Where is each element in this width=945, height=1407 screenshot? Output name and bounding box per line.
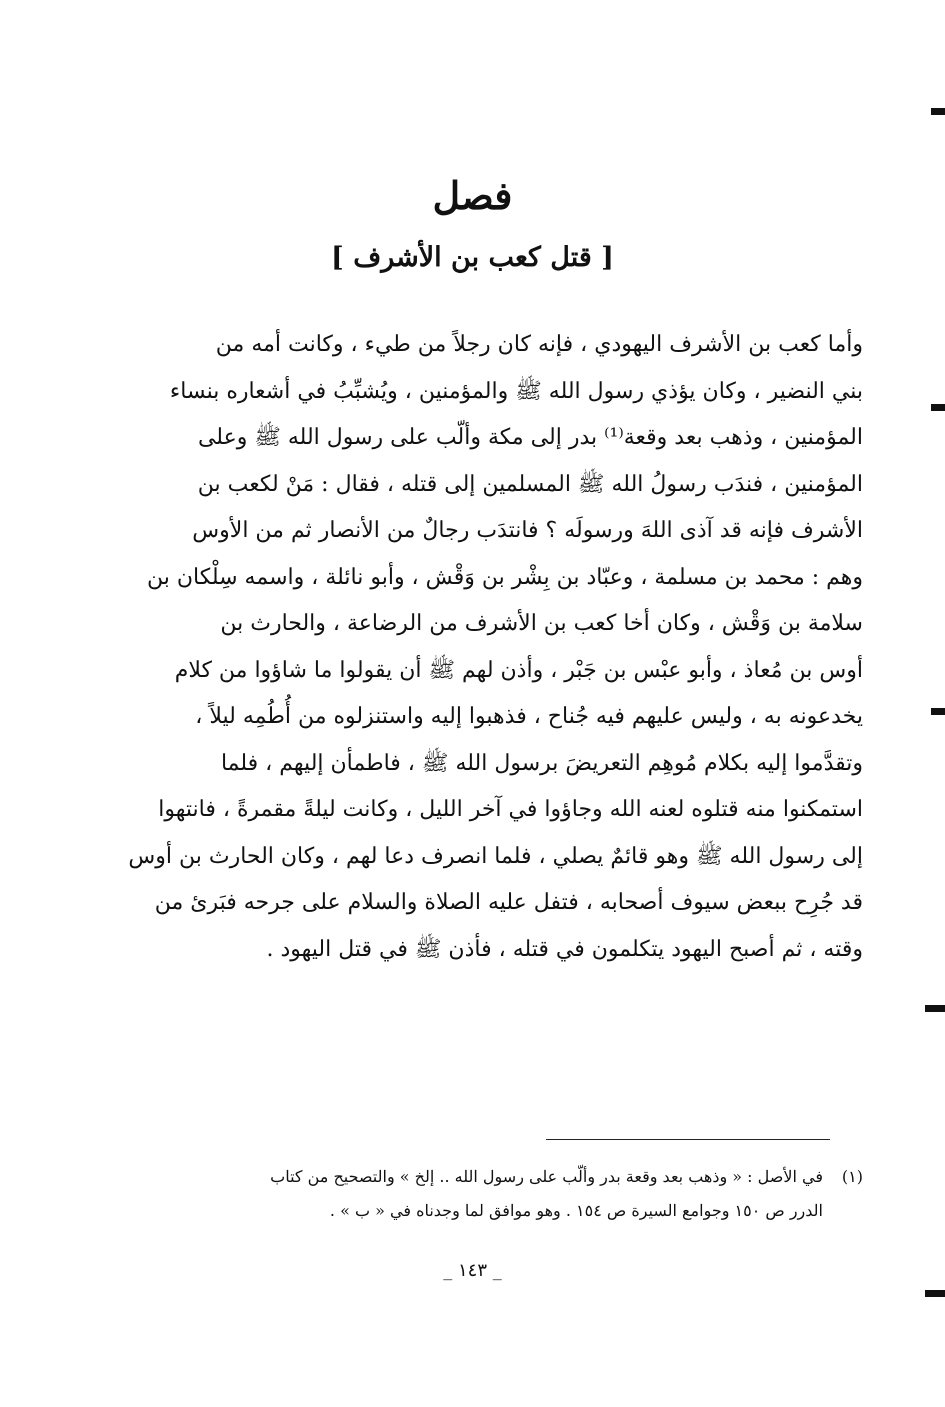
scan-edge-mark	[931, 404, 945, 411]
footnote-text: في الأصل : « وذهب بعد وقعة بدر وألّب على رسول الله .. إلخ » والتصحيح من كتاب	[270, 1167, 823, 1186]
scan-edge-mark	[925, 1290, 945, 1297]
body-line: وتقدَّموا إليه بكلام مُوهِم التعريضَ برسول الله ﷺ ، فاطمأن إليهم ، فلما	[220, 750, 863, 776]
footnote-text: الدرر ص ١٥٠ وجوامع السيرة ص ١٥٤ . وهو موافق لما وجدناه في « ب » .	[329, 1201, 823, 1220]
body-paragraph	[128, 322, 863, 973]
footnote-number: (١)	[841, 1167, 863, 1186]
body-line: وقته ، ثم أصبح اليهود يتكلمون في قتله ، فأذن ﷺ في قتل اليهود .	[266, 936, 863, 962]
scan-edge-mark	[931, 708, 945, 715]
page-number: _ ١٤٣ _	[443, 1260, 502, 1281]
footnote-line	[128, 1160, 863, 1194]
chapter-title: فصل	[432, 173, 513, 218]
body-line: يخدعونه به ، وليس عليهم فيه جُناح ، فذهبوا إليه واستنزلوه من أُطُمِه ليلاً ،	[195, 704, 863, 729]
scan-edge-mark	[931, 108, 945, 115]
body-line: وأما كعب بن الأشرف اليهودي ، فإنه كان رجلاً من طيء ، وكانت أمه من	[215, 332, 863, 357]
body-line: إلى رسول الله ﷺ وهو قائمٌ يصلي ، فلما انصرف دعا لهم ، وكان الحارث بن أوس	[128, 843, 863, 869]
section-heading: [ قتل كعب بن الأشرف ]	[331, 242, 614, 273]
body-line: وهم : محمد بن مسلمة ، وعبّاد بن بِشْر بن وَقْش ، وأبو نائلة ، واسمه سِلْكان بن	[146, 564, 863, 590]
body-line: الأشرف فإنه قد آذى اللهَ ورسولَه ؟ فانتدَب رجالٌ من الأنصار ثم من الأوس	[192, 518, 863, 543]
body-line: استمكنوا منه قتلوه لعنه الله وجاؤوا في آخر الليل ، وكانت ليلةً مقمرةً ، فانتهوا	[158, 797, 863, 822]
scan-edge-mark	[925, 1005, 945, 1012]
body-line: سلامة بن وَقْش ، وكان أخا كعب بن الأشرف من الرضاعة ، والحارث بن	[220, 611, 863, 636]
body-line: قد جُرِح ببعض سيوف أصحابه ، فتفل عليه الصلاة والسلام على جرحه فبَرئ من	[154, 890, 863, 915]
footnote-divider	[546, 1139, 830, 1140]
footnote	[128, 1160, 863, 1228]
body-line: أوس بن مُعاذ ، وأبو عبْس بن جَبْر ، وأذن لهم ﷺ أن يقولوا ما شاؤوا من كلام	[174, 657, 863, 683]
footnote-line	[128, 1194, 863, 1228]
body-line: المؤمنين ، وذهب بعد وقعة⁽¹⁾ بدر إلى مكة وألّب على رسول الله ﷺ وعلى	[197, 425, 863, 450]
body-line: المؤمنين ، فندَب رسولُ الله ﷺ المسلمين إلى قتله ، فقال : مَنْ لكعب بن	[197, 471, 863, 497]
body-line: بني النضير ، وكان يؤذي رسول الله ﷺ والمؤمنين ، ويُشبِّبُ في أشعاره بنساء	[169, 378, 863, 404]
